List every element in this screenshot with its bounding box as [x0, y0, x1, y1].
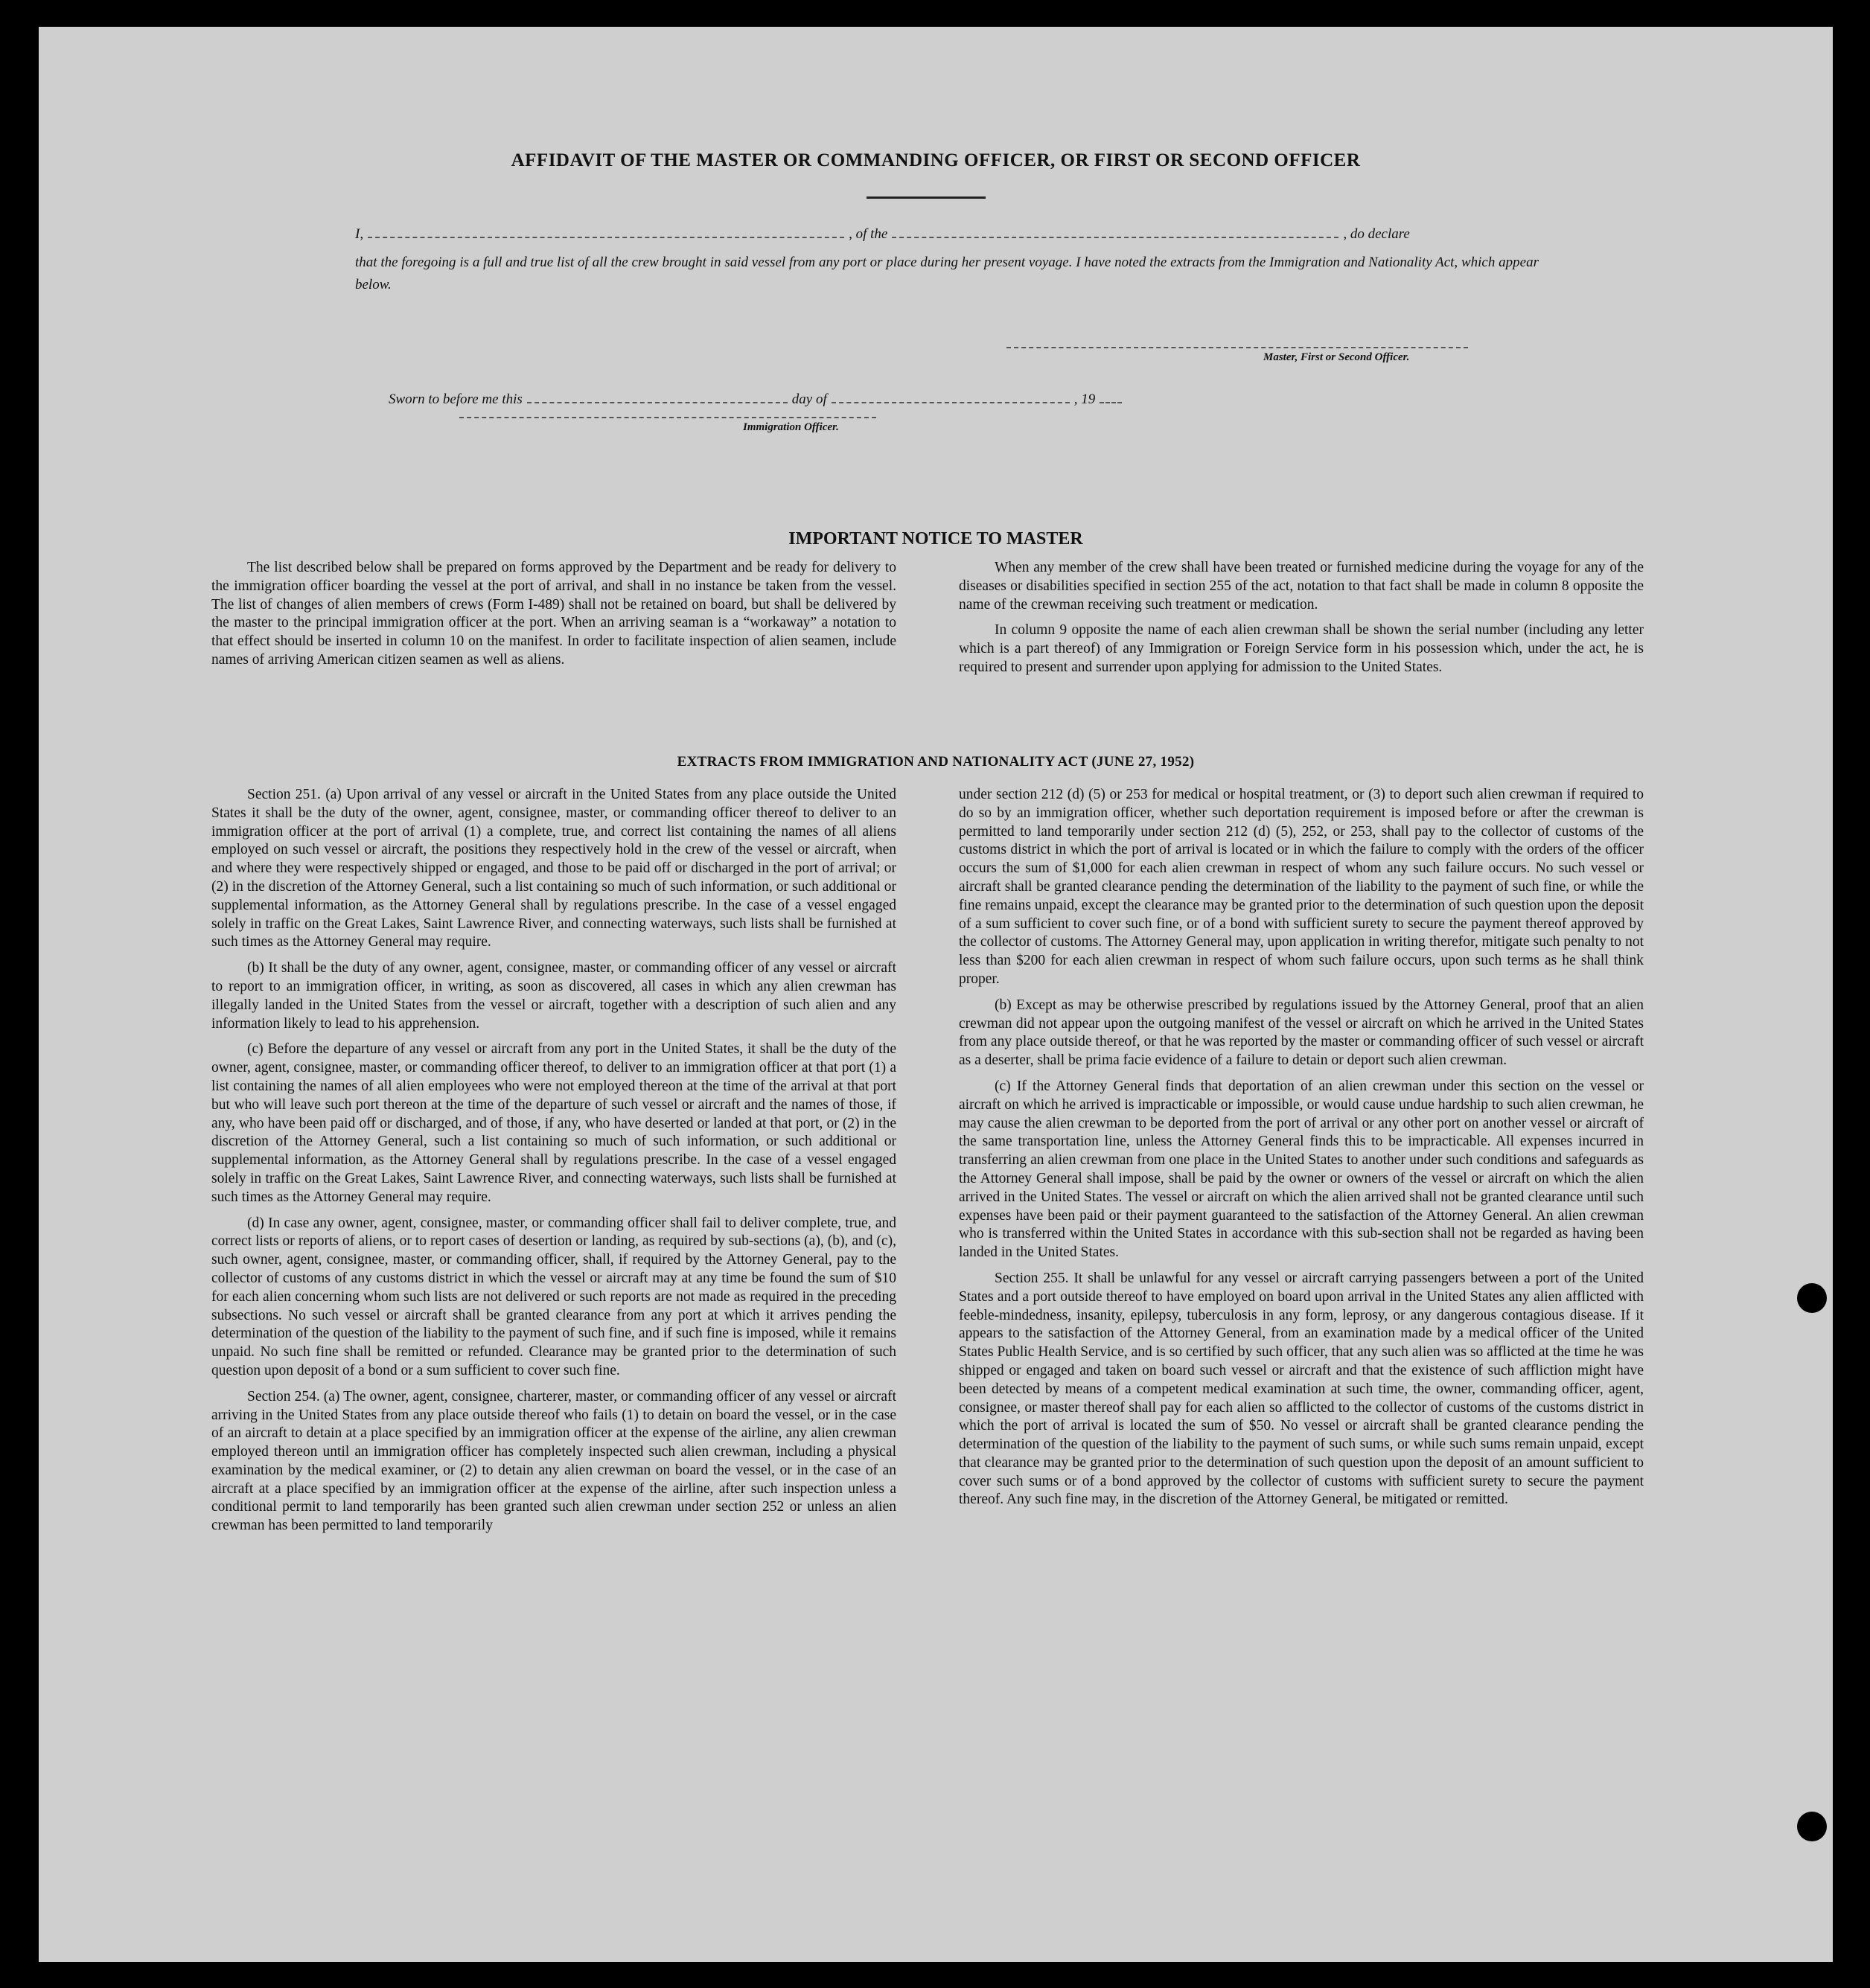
of-the-label: , of the	[849, 226, 888, 242]
document-page	[39, 27, 1833, 1962]
notice-title: IMPORTANT NOTICE TO MASTER	[788, 529, 1083, 549]
day-of-label: day of	[791, 391, 827, 407]
section-paragraph: (b) It shall be the duty of any owner, agent, consignee, master, or commanding officer of any vessel or aircraft to report to an immigration officer, in writing, as soon as discovered, all cases in which any alien crewman has illegally landed in the United States from the vessel or aircraft, together with a description of such alien and any information likely to lead to his apprehension.	[211, 960, 896, 1032]
sworn-month-field[interactable]	[832, 390, 1070, 403]
section-paragraph: (d) In case any owner, agent, consignee, master, or commanding officer shall fail to deliver complete, true, and correct lists or reports of aliens, or to report cases of desertion or landing, as required by sub-sections (a), (b), and (c), such owner, agent, consignee, master, or commanding officer, shall, if required by the Attorney General, pay to the collector of customs of any customs district in which the vessel or aircraft may at any time be found the sum of $10 for each alien concerning whom such lists are not delivered or such reports are not made as required in the preceding subsections. No such vessel or aircraft shall be granted clearance from any port at which it arrives pending the determination of the question of the liability to the payment of such fine, and if such fine is imposed, while it remains unpaid. No such fine shall be remitted or refunded. Clearance may be granted prior to the determination of such question upon deposit of a bond or a sum sufficient to cover such fine.	[211, 1215, 896, 1378]
declaration-text: that the foregoing is a full and true list of all the crew brought in said vessel from any port or place during her present voyage. I have noted the extracts from the Immigration and Nationality Act, which appear below.	[355, 255, 1539, 293]
notice-left-column	[211, 559, 896, 677]
sworn-day-field[interactable]	[527, 390, 788, 403]
notice-paragraph: The list described below shall be prepared on forms approved by the Department and be ready for delivery to the immigration officer boarding the vessel at the port of arrival, and shall in no instance be taken from the vessel. The list of changes of alien members of crews (Form I-489) shall not be retained on board, but shall be delivered by the master to the principal immigration officer at the port. When an arriving seaman is a “workaway” a notation to that effect should be inserted in column 10 on the manifest. In order to facilitate inspection of alien seamen, include names of arriving American citizen seamen as well as aliens.	[211, 560, 896, 668]
section-paragraph: Section 251. (a) Upon arrival of any vessel or aircraft in the United States from any place outside the United States it shall be the duty of the owner, agent, consignee, master, or commanding officer thereof to deliver to an immigration officer at the port of arrival (1) a complete, true, and correct list containing the names of all aliens employed on such vessel or aircraft, the positions they respectively hold in the crew of the vessel or aircraft, when and where they were respectively shipped or engaged, and those to be paid off or discharged in the port of arrival; or (2) in the discretion of the Attorney General, such a list containing so much of such information, or such additional or supplemental information, as the Attorney General shall by regulations prescribe. In the case of a vessel engaged solely in traffic on the Great Lakes, Saint Lawrence River, and connecting waterways, such lists shall be furnished at such times as the Attorney General may require.	[211, 787, 896, 950]
do-declare-label: , do declare	[1343, 226, 1410, 242]
master-signature-caption: Master, First or Second Officer.	[1263, 351, 1410, 363]
name-field[interactable]	[368, 225, 844, 238]
punch-hole-upper	[1797, 1283, 1827, 1313]
notice-paragraph: When any member of the crew shall have been treated or furnished medicine during the voyage for any of the diseases or disabilities specified in section 255 of the act, notation to that fact shall be made in column 8 opposite the name of the crewman receiving such treatment or medication.	[959, 560, 1644, 613]
section-paragraph: Section 255. It shall be unlawful for any vessel or aircraft carrying passengers between a port of the United States and a port outside thereof to have employed on board upon arrival in the United States any alien afflicted with feeble-mindedness, insanity, epilepsy, tuberculosis in any form, leprosy, or any dangerous contagious disease. If it appears to the satisfaction of the Attorney General, from an examination made by a medical officer of the United States Public Health Service, and is so certified by such officer, that any such alien was so afflicted at the time he was shipped or engaged and taken on board such vessel or aircraft and that the existence of such affliction might have been detected by means of a competent medical examination at such time, the owner, commanding officer, agent, consignee, or master thereof shall pay for each alien so afflicted to the collector of customs of the customs district in which the port of arrival is located the sum of $50. No vessel or aircraft shall be granted clearance pending the determination of the question of the liability to the payment of such sums, or while such sums remain unpaid, except that clearance may be granted prior to the determination of such question upon the deposit of an amount sufficient to cover such sums or of a bond approved by the collector of customs with sufficient surety to secure the payment thereof. Any such fine may, in the discretion of the Attorney General, be mitigated or remitted.	[959, 1270, 1644, 1508]
declaration-line	[355, 223, 1539, 246]
punch-hole-lower	[1797, 1812, 1827, 1841]
section-paragraph: (c) Before the departure of any vessel or aircraft from any port in the United States, it shall be the duty of the owner, agent, consignee, master, or commanding officer thereof, to deliver to an immigration officer at that port (1) a list containing the names of all alien employees who were not employed thereon at the time of the arrival at that port but who will leave such port thereon at the time of the departure of such vessel or aircraft and the names of those, if any, who have been paid off or discharged, and of those, if any, who have deserted or landed at that port, or (2) in the discretion of the Attorney General, such a list containing so much of such information, or such additional or supplemental information, as the Attorney General shall by regulations prescribe. In the case of a vessel engaged solely in traffic on the Great Lakes, Saint Lawrence River, and connecting waterways, such lists shall be furnished at such times as the Attorney General may require.	[211, 1041, 896, 1205]
sworn-label: Sworn to before me this	[389, 391, 523, 407]
sworn-line	[389, 390, 1282, 408]
year-label: , 19	[1073, 391, 1096, 407]
affidavit-title: AFFIDAVIT OF THE MASTER OR COMMANDING OFFICER, OR FIRST OR SECOND OFFICER	[511, 150, 1361, 170]
extracts-right-column	[959, 786, 1644, 1517]
section-paragraph: Section 254. (a) The owner, agent, consignee, charterer, master, or commanding officer of any vessel or aircraft arriving in the United States from any place outside thereof who fails (1) to detain on board the vessel, or in the case of an aircraft to detain at a place specified by an immigration officer at the expense of the airline, any alien crewman employed thereon until an immigration officer has completely inspected such alien crewman, including a physical examination by the medical examiner, or (2) to detain any alien crewman on board the vessel, or in the case of an aircraft at a place specified by an immigration officer at the expense of the airline, after such inspection unless a conditional permit to land temporarily has been granted such alien crewman under section 252 or unless an alien crewman has been permitted to land temporarily	[211, 1388, 896, 1534]
section-paragraph: (c) If the Attorney General finds that deportation of an alien crewman under this section on the vessel or aircraft on which he arrived is impracticable or impossible, or would cause undue hardship to such alien crewman, he may cause the alien crewman to be deported from the port of arrival or any other port on another vessel or aircraft of the same transportation line, unless the Attorney General finds this to be impracticable. All expenses incurred in transferring an alien crewman from one place in the United States to another under such conditions and safeguards as the Attorney General shall impose, shall be paid by the owner or owners of the vessel or aircraft on which the alien arrived in the United States. The vessel or aircraft on which the alien arrived shall not be granted clearance until such expenses have been paid or their payment guaranteed to the satisfaction of the Attorney General. An alien crewman who is transferred within the United States in accordance with this sub-section shall not be regarded as having been landed in the United States.	[959, 1078, 1644, 1261]
vessel-field[interactable]	[892, 225, 1338, 238]
notice-paragraph: In column 9 opposite the name of each alien crewman shall be shown the serial number (including any letter which is a part thereof) of any Immigration or Foreign Service form in his possession which, under the act, he is required to present and surrender upon applying for admission to the United States.	[959, 622, 1644, 675]
officer-signature-caption: Immigration Officer.	[743, 421, 839, 433]
section-paragraph: (b) Except as may be otherwise prescribed by regulations issued by the Attorney General, proof that an alien crewman did not appear upon the outgoing manifest of the vessel or aircraft on which he arrived in the United States from any place outside thereof, or that he was reported by the master or commanding officer of such vessel or aircraft as a deserter, shall be prima facie evidence of a failure to detain or deport such alien crewman.	[959, 997, 1644, 1069]
extracts-title: EXTRACTS FROM IMMIGRATION AND NATIONALITY ACT (JUNE 27, 1952)	[677, 754, 1195, 770]
section-paragraph: under section 212 (d) (5) or 253 for medical or hospital treatment, or (3) to deport such alien crewman if required to do so by an immigration officer, whether such deportation requirement is imposed before or after the crewman is permitted to land temporarily under section 212 (d) (5), 252, or 253, shall pay to the collector of customs of the customs district in which the port of arrival is located or in which the failure to comply with the orders of the officer occurs the sum of $1,000 for each alien crewman in respect of whom any such failure occurs. No such vessel or aircraft shall be granted clearance pending the determination of the liability to the payment of such fine, or while the fine remains unpaid, except the clearance may be granted prior to the determination of such question upon the deposit of a sum sufficient to cover such fine, or of a bond with sufficient surety to secure the payment thereof approved by the collector of customs. The Attorney General may, upon application in writing therefor, mitigate such penalty to not less than $200 for each alien crewman in respect of whom such failure occurs, upon such terms as he shall think proper.	[959, 787, 1644, 987]
i-label: I,	[355, 226, 364, 242]
title-underline	[867, 196, 986, 199]
master-signature-line[interactable]	[1006, 345, 1468, 348]
extracts-left-column	[211, 786, 896, 1543]
sworn-year-field[interactable]	[1100, 390, 1122, 403]
officer-signature-line[interactable]	[459, 415, 876, 418]
notice-right-column	[959, 559, 1644, 685]
